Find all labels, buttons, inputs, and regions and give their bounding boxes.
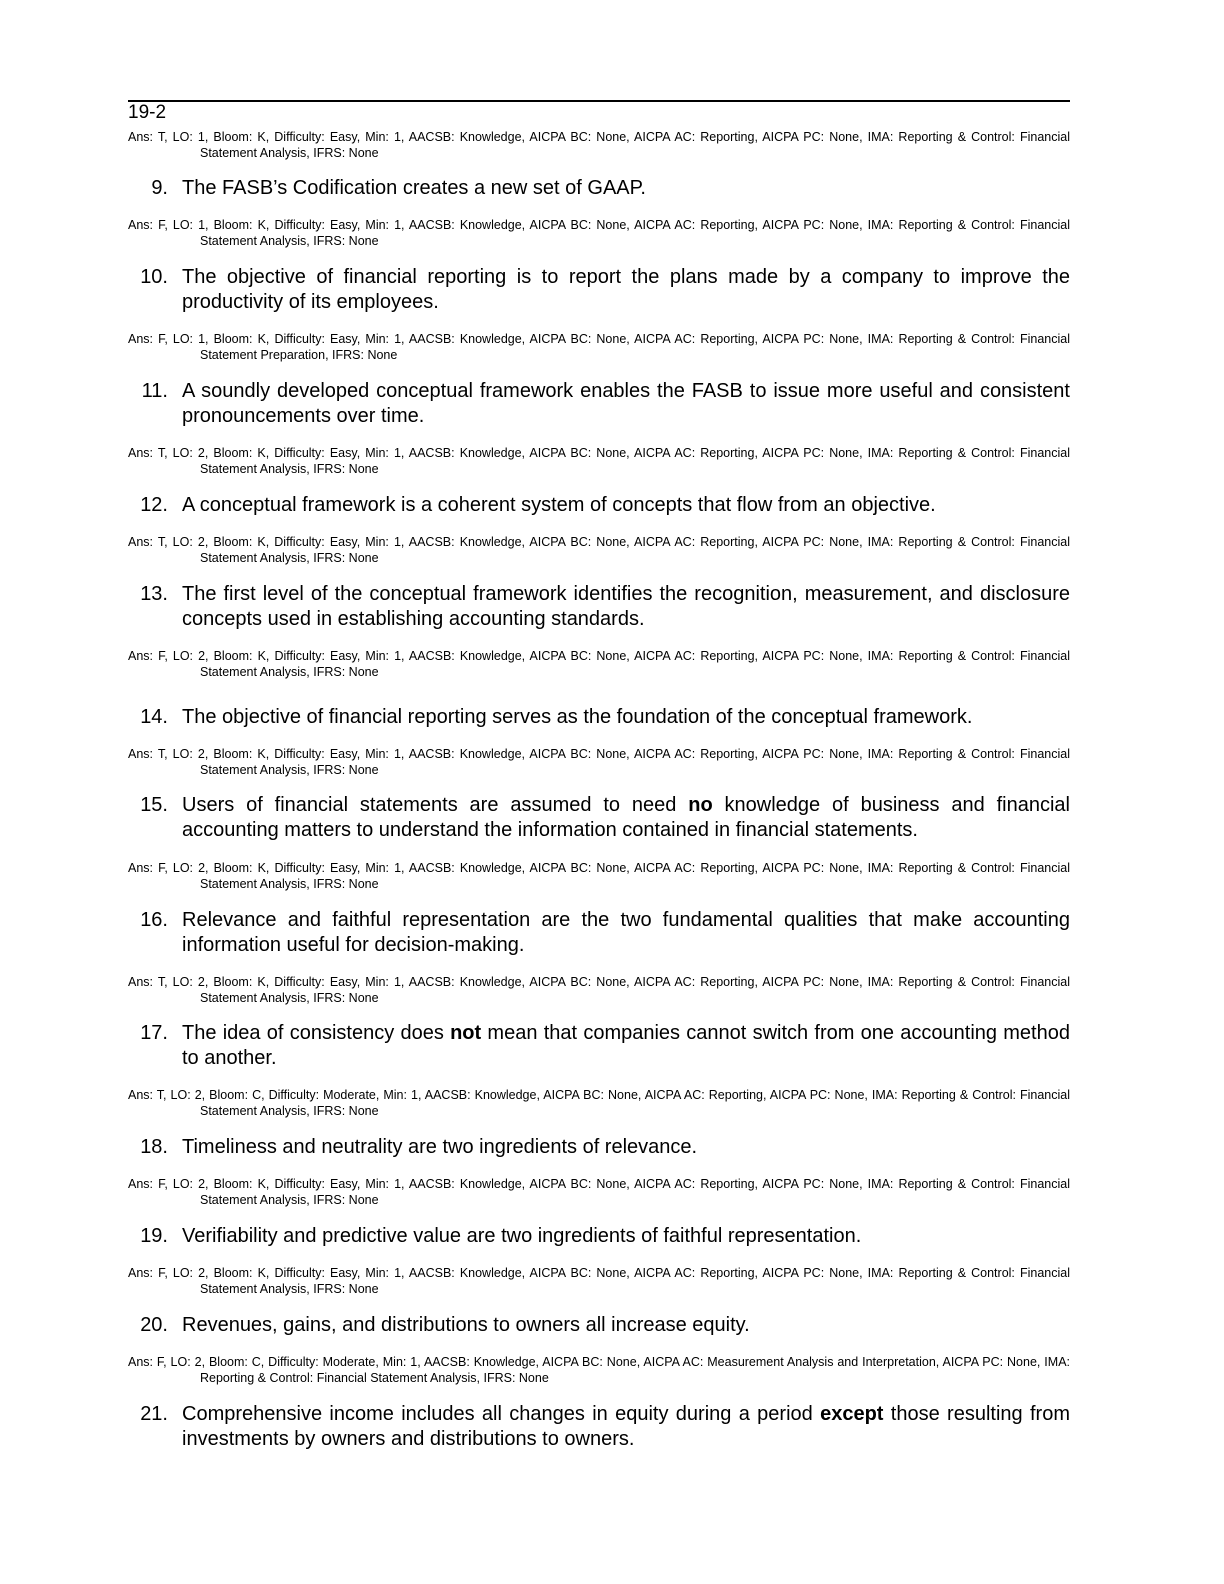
question-number: 14. xyxy=(140,706,168,728)
question-number: 19. xyxy=(140,1225,168,1247)
question-text-part: The idea of consistency does xyxy=(182,1022,451,1044)
question-text: The FASB’s Codification creates a new set of GAAP. xyxy=(182,177,646,199)
header-rule xyxy=(128,100,1070,102)
question-text: A soundly developed conceptual framework enables the FASB to issue more useful and consistent pronouncements over time. xyxy=(182,380,1070,427)
question-text: Timeliness and neutrality are two ingredients of relevance. xyxy=(182,1136,698,1158)
emphasis: no xyxy=(688,794,713,816)
question-text: Relevance and faithful representation are the two fundamental qualities that make accounting information useful for decision-making. xyxy=(182,909,1070,956)
question-text: Verifiability and predictive value are two ingredients of faithful representation. xyxy=(182,1225,862,1247)
question-text xyxy=(182,793,1070,843)
question-number: 10. xyxy=(140,266,168,288)
question-number: 13. xyxy=(140,583,168,605)
answer-meta: Ans: F, LO: 1, Bloom: K, Difficulty: Easy, Min: 1, AACSB: Knowledge, AICPA BC: None, AICPA AC: Reporting, AICPA PC: None, IMA: Reporting & Control: Financial Statement Preparation, IFRS: None xyxy=(128,332,1070,362)
question-number: 17. xyxy=(140,1022,168,1044)
answer-meta: Ans: T, LO: 2, Bloom: K, Difficulty: Easy, Min: 1, AACSB: Knowledge, AICPA BC: None, AICPA AC: Reporting, AICPA PC: None, IMA: Reporting & Control: Financial Statement Analysis, IFRS: None xyxy=(128,535,1070,565)
question-number: 12. xyxy=(140,494,168,516)
answer-meta: Ans: F, LO: 2, Bloom: K, Difficulty: Easy, Min: 1, AACSB: Knowledge, AICPA BC: None, AICPA AC: Reporting, AICPA PC: None, IMA: Reporting & Control: Financial Statement Analysis, IFRS: None xyxy=(128,861,1070,891)
emphasis: not xyxy=(450,1022,482,1044)
answer-meta: Ans: T, LO: 2, Bloom: K, Difficulty: Easy, Min: 1, AACSB: Knowledge, AICPA BC: None, AICPA AC: Reporting, AICPA PC: None, IMA: Reporting & Control: Financial Statement Analysis, IFRS: None xyxy=(128,446,1070,476)
question-text-part: Comprehensive income includes all changes in equity during a period xyxy=(182,1403,821,1425)
question-text-part: Users of financial statements are assumed to need xyxy=(182,794,689,816)
answer-meta: Ans: F, LO: 2, Bloom: C, Difficulty: Moderate, Min: 1, AACSB: Knowledge, AICPA BC: None, AICPA AC: Measurement Analysis and Interpretation, AICPA PC: None, IMA: Reporting & Control: Financial Statement Analysis, IFRS: None xyxy=(128,1355,1070,1385)
question-text: The first level of the conceptual framework identifies the recognition, measurement, and disclosure concepts used in establishing accounting standards. xyxy=(182,583,1070,630)
question-number: 20. xyxy=(140,1314,168,1336)
question-number: 11. xyxy=(141,380,168,402)
answer-meta: Ans: T, LO: 2, Bloom: K, Difficulty: Easy, Min: 1, AACSB: Knowledge, AICPA BC: None, AICPA AC: Reporting, AICPA PC: None, IMA: Reporting & Control: Financial Statement Analysis, IFRS: None xyxy=(128,747,1070,777)
question-number: 15. xyxy=(140,794,168,816)
answer-meta: Ans: F, LO: 2, Bloom: K, Difficulty: Easy, Min: 1, AACSB: Knowledge, AICPA BC: None, AICPA AC: Reporting, AICPA PC: None, IMA: Reporting & Control: Financial Statement Analysis, IFRS: None xyxy=(128,1177,1070,1207)
question-number: 18. xyxy=(140,1136,168,1158)
question-text: Revenues, gains, and distributions to owners all increase equity. xyxy=(182,1314,750,1336)
answer-meta: Ans: T, LO: 2, Bloom: C, Difficulty: Moderate, Min: 1, AACSB: Knowledge, AICPA BC: None, AICPA AC: Reporting, AICPA PC: None, IMA: Reporting & Control: Financial Statement Analysis, IFRS: None xyxy=(128,1088,1070,1118)
question-text-part: mean that companies cannot switch from one accounting method to another. xyxy=(182,1022,1070,1069)
question-text: The objective of financial reporting is to report the plans made by a company to improve the productivity of its employees. xyxy=(182,266,1070,313)
question-number: 21. xyxy=(140,1403,168,1425)
answer-meta: Ans: T, LO: 1, Bloom: K, Difficulty: Easy, Min: 1, AACSB: Knowledge, AICPA BC: None, AICPA AC: Reporting, AICPA PC: None, IMA: Reporting & Control: Financial Statement Analysis, IFRS: None xyxy=(128,130,1070,160)
page-number: 19-2 xyxy=(128,102,167,123)
question-text xyxy=(182,1402,1070,1452)
answer-meta: Ans: T, LO: 2, Bloom: K, Difficulty: Easy, Min: 1, AACSB: Knowledge, AICPA BC: None, AICPA AC: Reporting, AICPA PC: None, IMA: Reporting & Control: Financial Statement Analysis, IFRS: None xyxy=(128,975,1070,1005)
answer-meta: Ans: F, LO: 2, Bloom: K, Difficulty: Easy, Min: 1, AACSB: Knowledge, AICPA BC: None, AICPA AC: Reporting, AICPA PC: None, IMA: Reporting & Control: Financial Statement Analysis, IFRS: None xyxy=(128,649,1070,679)
question-text: A conceptual framework is a coherent system of concepts that flow from an objective. xyxy=(182,494,936,516)
question-text-part: knowledge of business and financial accounting matters to understand the information contained in financial statements. xyxy=(182,794,1070,841)
question-text xyxy=(182,1021,1070,1071)
question-number: 9. xyxy=(151,177,168,199)
emphasis: except xyxy=(820,1403,884,1425)
question-text-part: those resulting from investments by owners and distributions to owners. xyxy=(182,1403,1070,1450)
question-text: The objective of financial reporting serves as the foundation of the conceptual framework. xyxy=(182,706,973,728)
answer-meta: Ans: F, LO: 1, Bloom: K, Difficulty: Easy, Min: 1, AACSB: Knowledge, AICPA BC: None, AICPA AC: Reporting, AICPA PC: None, IMA: Reporting & Control: Financial Statement Analysis, IFRS: None xyxy=(128,218,1070,248)
answer-meta: Ans: F, LO: 2, Bloom: K, Difficulty: Easy, Min: 1, AACSB: Knowledge, AICPA BC: None, AICPA AC: Reporting, AICPA PC: None, IMA: Reporting & Control: Financial Statement Analysis, IFRS: None xyxy=(128,1266,1070,1296)
question-number: 16. xyxy=(140,909,168,931)
